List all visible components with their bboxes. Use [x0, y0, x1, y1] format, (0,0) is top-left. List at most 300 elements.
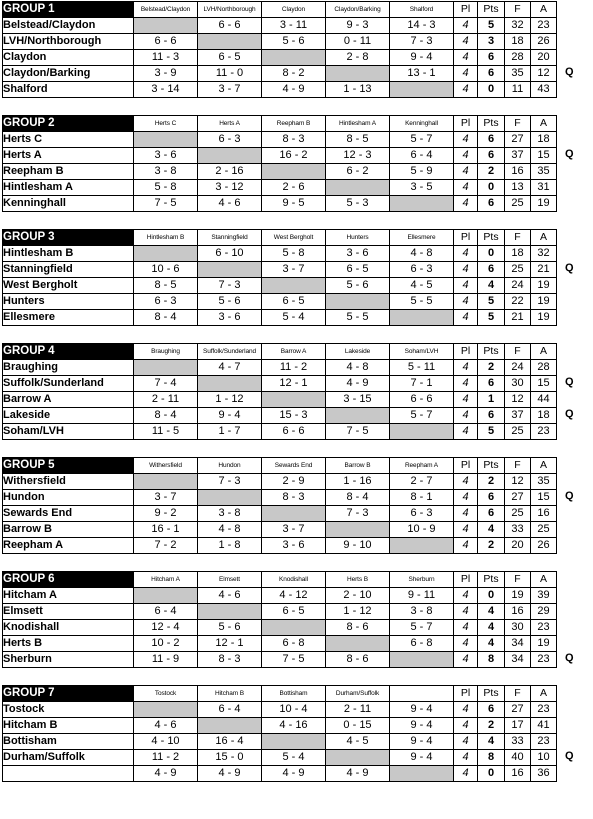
result-cell: 3 - 6: [134, 148, 198, 164]
result-cell: 7 - 3: [326, 506, 390, 522]
group-table: [2, 229, 557, 326]
result-cell: 3 - 9: [134, 66, 198, 82]
empty-cell: [262, 734, 326, 750]
result-cell: 11 - 5: [134, 424, 198, 440]
result-cell: 5 - 7: [390, 620, 454, 636]
played-cell: 4: [454, 424, 478, 440]
team-name: Tostock: [3, 702, 134, 718]
team-name: Soham/LVH: [3, 424, 134, 440]
stat-header: Pl: [454, 686, 478, 702]
result-cell: 6 - 4: [134, 604, 198, 620]
team-name: Herts C: [3, 132, 134, 148]
group-title: GROUP 6: [3, 572, 134, 588]
team-name: Sewards End: [3, 506, 134, 522]
group-title: GROUP 4: [3, 344, 134, 360]
played-cell: 4: [454, 246, 478, 262]
points-cell: 4: [478, 636, 505, 652]
result-cell: 4 - 6: [134, 718, 198, 734]
against-cell: 29: [531, 604, 557, 620]
result-cell: 3 - 6: [262, 538, 326, 554]
result-cell: 2 - 7: [390, 474, 454, 490]
team-name: Suffolk/Sunderland: [3, 376, 134, 392]
for-cell: 32: [505, 18, 531, 34]
played-cell: 4: [454, 604, 478, 620]
points-cell: 2: [478, 538, 505, 554]
team-row: [3, 620, 557, 636]
team-row: [3, 604, 557, 620]
empty-cell: [326, 294, 390, 310]
points-cell: 2: [478, 360, 505, 376]
for-cell: 33: [505, 734, 531, 750]
result-cell: 8 - 4: [134, 310, 198, 326]
against-cell: 23: [531, 702, 557, 718]
result-cell: 8 - 5: [134, 278, 198, 294]
result-cell: 7 - 5: [326, 424, 390, 440]
result-cell: 11 - 0: [198, 66, 262, 82]
team-name: Hitcham A: [3, 588, 134, 604]
team-name: West Bergholt: [3, 278, 134, 294]
stat-header: Pl: [454, 116, 478, 132]
against-cell: 19: [531, 310, 557, 326]
result-cell: 9 - 10: [326, 538, 390, 554]
against-cell: 18: [531, 132, 557, 148]
points-cell: 4: [478, 278, 505, 294]
points-cell: 4: [478, 734, 505, 750]
against-cell: 15: [531, 490, 557, 506]
result-cell: 6 - 6: [390, 392, 454, 408]
played-cell: 4: [454, 148, 478, 164]
column-header: Barrow B: [326, 458, 390, 474]
team-row: [3, 766, 557, 782]
points-cell: 2: [478, 718, 505, 734]
team-row: [3, 164, 557, 180]
points-cell: 6: [478, 50, 505, 66]
group-title: GROUP 3: [3, 230, 134, 246]
result-cell: 6 - 8: [390, 636, 454, 652]
column-header: Suffolk/Sunderland: [198, 344, 262, 360]
for-cell: 19: [505, 588, 531, 604]
empty-cell: [390, 538, 454, 554]
qualifier-mark: Q: [565, 652, 574, 664]
result-cell: 6 - 6: [198, 18, 262, 34]
against-cell: 26: [531, 34, 557, 50]
result-cell: 9 - 4: [390, 734, 454, 750]
against-cell: 31: [531, 180, 557, 196]
stat-header: A: [531, 344, 557, 360]
points-cell: 6: [478, 506, 505, 522]
result-cell: 4 - 10: [134, 734, 198, 750]
points-cell: 6: [478, 262, 505, 278]
stat-header: F: [505, 230, 531, 246]
group-title: GROUP 5: [3, 458, 134, 474]
result-cell: 5 - 8: [134, 180, 198, 196]
result-cell: 9 - 2: [134, 506, 198, 522]
empty-cell: [326, 180, 390, 196]
team-row: [3, 750, 557, 766]
against-cell: 23: [531, 620, 557, 636]
team-name: Shalford: [3, 82, 134, 98]
result-cell: 4 - 8: [390, 246, 454, 262]
stat-header: F: [505, 2, 531, 18]
column-header: Sewards End: [262, 458, 326, 474]
empty-cell: [390, 424, 454, 440]
for-cell: 27: [505, 702, 531, 718]
points-cell: 6: [478, 702, 505, 718]
result-cell: 8 - 6: [326, 620, 390, 636]
played-cell: 4: [454, 196, 478, 212]
result-cell: 6 - 5: [262, 604, 326, 620]
against-cell: 18: [531, 408, 557, 424]
stat-header: Pl: [454, 230, 478, 246]
result-cell: 1 - 12: [198, 392, 262, 408]
team-row: [3, 50, 557, 66]
stat-header: A: [531, 686, 557, 702]
empty-cell: [134, 18, 198, 34]
points-cell: 4: [478, 620, 505, 636]
column-header: Claydon: [262, 2, 326, 18]
group-header-row: [3, 230, 557, 246]
team-name: LVH/Northborough: [3, 34, 134, 50]
result-cell: 5 - 9: [390, 164, 454, 180]
for-cell: 16: [505, 604, 531, 620]
result-cell: 6 - 5: [262, 294, 326, 310]
column-header: Tostock: [134, 686, 198, 702]
team-name: Durham/Suffolk: [3, 750, 134, 766]
result-cell: 10 - 6: [134, 262, 198, 278]
column-header: Belstead/Claydon: [134, 2, 198, 18]
stat-header: F: [505, 686, 531, 702]
group-table: [2, 457, 557, 554]
for-cell: 34: [505, 652, 531, 668]
group-table: [2, 571, 557, 668]
empty-cell: [390, 196, 454, 212]
column-header: LVH/Northborough: [198, 2, 262, 18]
result-cell: 5 - 6: [262, 34, 326, 50]
stat-header: Pts: [478, 686, 505, 702]
played-cell: 4: [454, 474, 478, 490]
stat-header: A: [531, 572, 557, 588]
result-cell: 9 - 5: [262, 196, 326, 212]
result-cell: 3 - 15: [326, 392, 390, 408]
qualifier-mark: Q: [565, 490, 574, 502]
played-cell: 4: [454, 278, 478, 294]
column-header: Braughing: [134, 344, 198, 360]
group-table: [2, 343, 557, 440]
played-cell: 4: [454, 294, 478, 310]
result-cell: 3 - 12: [198, 180, 262, 196]
result-cell: 5 - 7: [390, 132, 454, 148]
played-cell: 4: [454, 620, 478, 636]
played-cell: 4: [454, 734, 478, 750]
result-cell: 5 - 6: [326, 278, 390, 294]
played-cell: 4: [454, 538, 478, 554]
points-cell: 3: [478, 34, 505, 50]
result-cell: 6 - 6: [134, 34, 198, 50]
result-cell: 4 - 16: [262, 718, 326, 734]
result-cell: 9 - 4: [390, 718, 454, 734]
result-cell: 6 - 5: [326, 262, 390, 278]
result-cell: 7 - 5: [262, 652, 326, 668]
against-cell: 23: [531, 652, 557, 668]
league-sheet: [2, 0, 590, 799]
stat-header: Pl: [454, 344, 478, 360]
for-cell: 33: [505, 522, 531, 538]
result-cell: 4 - 6: [198, 588, 262, 604]
against-cell: 20: [531, 50, 557, 66]
result-cell: 5 - 8: [262, 246, 326, 262]
result-cell: 8 - 6: [326, 652, 390, 668]
points-cell: 5: [478, 424, 505, 440]
team-row: [3, 294, 557, 310]
played-cell: 4: [454, 376, 478, 392]
team-name: Kenninghall: [3, 196, 134, 212]
team-row: [3, 18, 557, 34]
points-cell: 6: [478, 490, 505, 506]
group-header-row: [3, 458, 557, 474]
team-row: [3, 82, 557, 98]
for-cell: 25: [505, 196, 531, 212]
team-name: Claydon: [3, 50, 134, 66]
result-cell: 5 - 6: [198, 620, 262, 636]
team-name: Ellesmere: [3, 310, 134, 326]
result-cell: 12 - 4: [134, 620, 198, 636]
against-cell: 32: [531, 246, 557, 262]
result-cell: 3 - 8: [390, 604, 454, 620]
result-cell: 4 - 9: [262, 766, 326, 782]
played-cell: 4: [454, 522, 478, 538]
result-cell: 5 - 11: [390, 360, 454, 376]
group-table: [2, 115, 557, 212]
points-cell: 8: [478, 750, 505, 766]
result-cell: 7 - 1: [390, 376, 454, 392]
result-cell: 0 - 11: [326, 34, 390, 50]
result-cell: 6 - 3: [390, 262, 454, 278]
team-row: [3, 34, 557, 50]
played-cell: 4: [454, 750, 478, 766]
for-cell: 12: [505, 474, 531, 490]
against-cell: 15: [531, 376, 557, 392]
column-header: Knodishall: [262, 572, 326, 588]
empty-cell: [134, 360, 198, 376]
team-row: [3, 588, 557, 604]
result-cell: 8 - 2: [262, 66, 326, 82]
against-cell: 16: [531, 506, 557, 522]
result-cell: 5 - 4: [262, 750, 326, 766]
for-cell: 20: [505, 538, 531, 554]
for-cell: 18: [505, 246, 531, 262]
team-name: Stanningfield: [3, 262, 134, 278]
points-cell: 5: [478, 18, 505, 34]
against-cell: 23: [531, 424, 557, 440]
for-cell: 28: [505, 50, 531, 66]
result-cell: 4 - 9: [326, 376, 390, 392]
result-cell: 8 - 3: [262, 490, 326, 506]
qualifier-mark: Q: [565, 750, 574, 762]
against-cell: 44: [531, 392, 557, 408]
points-cell: 0: [478, 588, 505, 604]
for-cell: 37: [505, 148, 531, 164]
empty-cell: [326, 522, 390, 538]
against-cell: 23: [531, 734, 557, 750]
column-header: Hintlesham B: [134, 230, 198, 246]
against-cell: 19: [531, 636, 557, 652]
column-header: Hitcham B: [198, 686, 262, 702]
against-cell: 36: [531, 766, 557, 782]
for-cell: 16: [505, 766, 531, 782]
result-cell: 4 - 9: [326, 766, 390, 782]
stat-header: Pts: [478, 458, 505, 474]
empty-cell: [198, 148, 262, 164]
team-name: Reepham A: [3, 538, 134, 554]
team-name: Hintlesham B: [3, 246, 134, 262]
played-cell: 4: [454, 50, 478, 66]
result-cell: 9 - 4: [390, 702, 454, 718]
column-header: Shalford: [390, 2, 454, 18]
team-row: [3, 246, 557, 262]
points-cell: 4: [478, 522, 505, 538]
against-cell: 19: [531, 278, 557, 294]
group-header-row: [3, 344, 557, 360]
result-cell: 2 - 16: [198, 164, 262, 180]
team-row: [3, 702, 557, 718]
for-cell: 25: [505, 506, 531, 522]
column-header: Sherburn: [390, 572, 454, 588]
empty-cell: [262, 50, 326, 66]
team-row: [3, 408, 557, 424]
team-name: Hintlesham A: [3, 180, 134, 196]
team-row: [3, 180, 557, 196]
played-cell: 4: [454, 392, 478, 408]
result-cell: 2 - 6: [262, 180, 326, 196]
points-cell: 6: [478, 408, 505, 424]
result-cell: 11 - 2: [134, 750, 198, 766]
result-cell: 0 - 15: [326, 718, 390, 734]
points-cell: 1: [478, 392, 505, 408]
team-name: Hunters: [3, 294, 134, 310]
empty-cell: [134, 588, 198, 604]
against-cell: 41: [531, 718, 557, 734]
team-row: [3, 262, 557, 278]
against-cell: 21: [531, 262, 557, 278]
empty-cell: [326, 636, 390, 652]
column-header: Reepham B: [262, 116, 326, 132]
empty-cell: [198, 604, 262, 620]
team-row: [3, 278, 557, 294]
stat-header: Pl: [454, 572, 478, 588]
result-cell: 4 - 6: [198, 196, 262, 212]
stat-header: Pts: [478, 230, 505, 246]
result-cell: 3 - 5: [390, 180, 454, 196]
points-cell: 6: [478, 196, 505, 212]
for-cell: 27: [505, 490, 531, 506]
result-cell: 6 - 10: [198, 246, 262, 262]
team-row: [3, 392, 557, 408]
for-cell: 24: [505, 360, 531, 376]
result-cell: 5 - 7: [390, 408, 454, 424]
empty-cell: [198, 490, 262, 506]
group-title: GROUP 1: [3, 2, 134, 18]
result-cell: 6 - 8: [262, 636, 326, 652]
result-cell: 8 - 4: [134, 408, 198, 424]
team-row: [3, 652, 557, 668]
column-header: [390, 686, 454, 702]
team-row: [3, 474, 557, 490]
column-header: Ellesmere: [390, 230, 454, 246]
empty-cell: [262, 392, 326, 408]
column-header: West Bergholt: [262, 230, 326, 246]
result-cell: 2 - 10: [326, 588, 390, 604]
team-name: Lakeside: [3, 408, 134, 424]
column-header: Hintlesham A: [326, 116, 390, 132]
points-cell: 2: [478, 164, 505, 180]
result-cell: 3 - 7: [262, 262, 326, 278]
for-cell: 18: [505, 34, 531, 50]
team-row: [3, 196, 557, 212]
played-cell: 4: [454, 702, 478, 718]
played-cell: 4: [454, 132, 478, 148]
team-row: [3, 506, 557, 522]
result-cell: 7 - 3: [198, 278, 262, 294]
result-cell: 7 - 2: [134, 538, 198, 554]
team-name: Hitcham B: [3, 718, 134, 734]
team-name: Reepham B: [3, 164, 134, 180]
for-cell: 24: [505, 278, 531, 294]
for-cell: 12: [505, 392, 531, 408]
result-cell: 4 - 8: [198, 522, 262, 538]
result-cell: 15 - 0: [198, 750, 262, 766]
result-cell: 3 - 7: [134, 490, 198, 506]
result-cell: 6 - 3: [198, 132, 262, 148]
stat-header: F: [505, 344, 531, 360]
column-header: Bottisham: [262, 686, 326, 702]
team-row: [3, 522, 557, 538]
played-cell: 4: [454, 82, 478, 98]
column-header: Claydon/Barking: [326, 2, 390, 18]
played-cell: 4: [454, 360, 478, 376]
result-cell: 6 - 6: [262, 424, 326, 440]
against-cell: 12: [531, 66, 557, 82]
result-cell: 6 - 4: [198, 702, 262, 718]
result-cell: 10 - 4: [262, 702, 326, 718]
played-cell: 4: [454, 652, 478, 668]
result-cell: 3 - 8: [198, 506, 262, 522]
team-name: Herts B: [3, 636, 134, 652]
result-cell: 7 - 5: [134, 196, 198, 212]
column-header: Stanningfield: [198, 230, 262, 246]
empty-cell: [134, 132, 198, 148]
result-cell: 16 - 2: [262, 148, 326, 164]
points-cell: 6: [478, 132, 505, 148]
empty-cell: [390, 82, 454, 98]
column-header: Reepham A: [390, 458, 454, 474]
result-cell: 9 - 4: [390, 750, 454, 766]
result-cell: 2 - 9: [262, 474, 326, 490]
stat-header: Pl: [454, 458, 478, 474]
result-cell: 4 - 5: [326, 734, 390, 750]
team-name: Herts A: [3, 148, 134, 164]
team-name: Claydon/Barking: [3, 66, 134, 82]
team-name: [3, 766, 134, 782]
empty-cell: [390, 766, 454, 782]
result-cell: 9 - 4: [390, 50, 454, 66]
points-cell: 0: [478, 766, 505, 782]
for-cell: 40: [505, 750, 531, 766]
empty-cell: [326, 408, 390, 424]
result-cell: 5 - 5: [326, 310, 390, 326]
played-cell: 4: [454, 588, 478, 604]
result-cell: 2 - 11: [326, 702, 390, 718]
empty-cell: [134, 474, 198, 490]
